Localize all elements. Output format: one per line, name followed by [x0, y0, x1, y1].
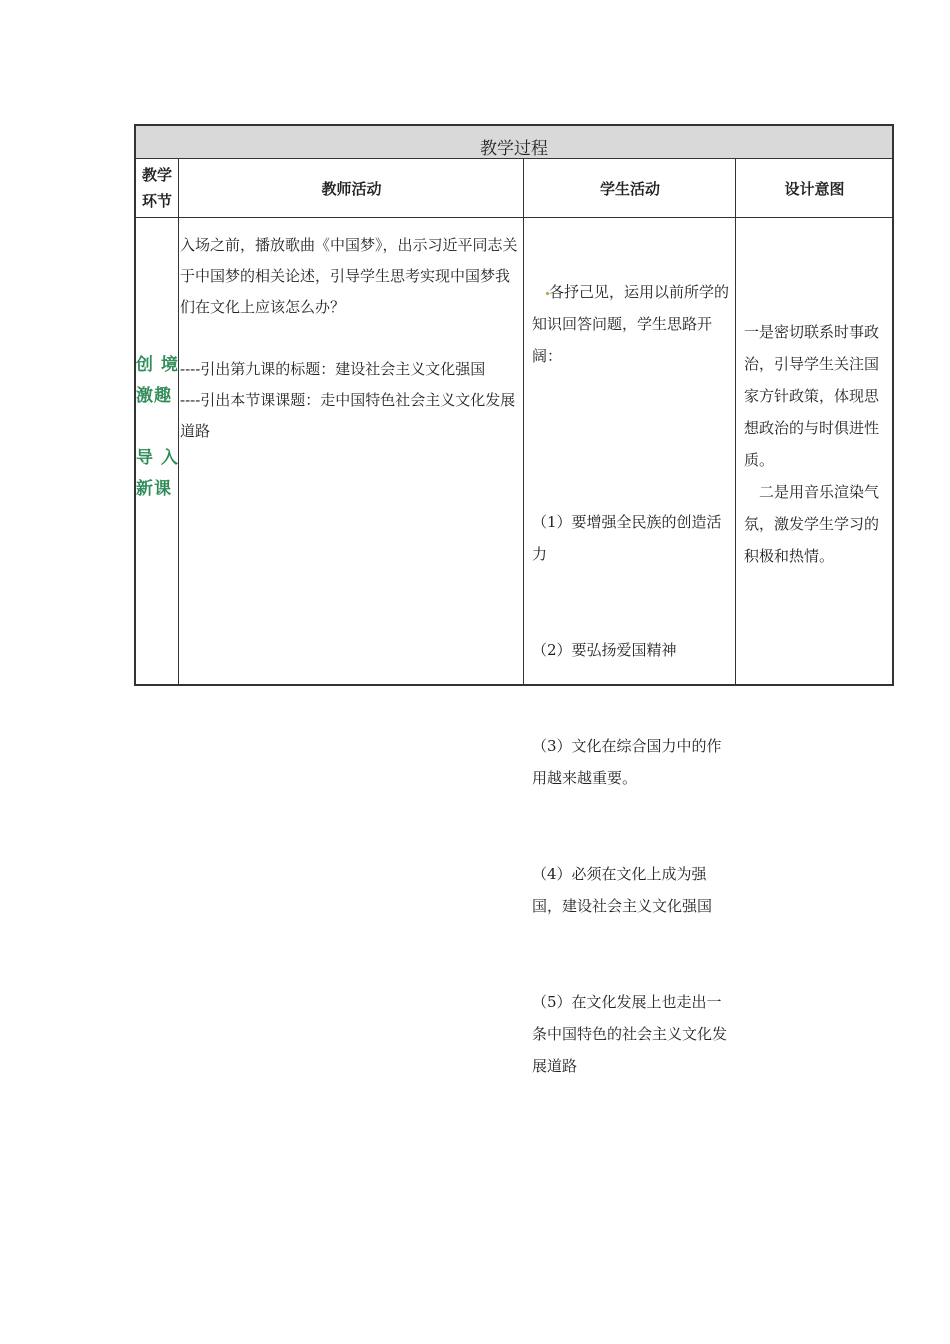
header-divider: [136, 217, 892, 218]
design-intent-text: 一是密切联系时事政治，引导学生关注国家方针政策，体现思想政治的与时俱进性质。 二是用音乐渲染气氛，激发学生学习的积极和热情。: [744, 323, 880, 565]
student-point-3: （3）文化在综合国力中的作用越来越重要。: [532, 737, 722, 787]
header-design-intent: 设计意图: [784, 179, 845, 198]
student-activity-intro: [532, 276, 736, 372]
student-point-4: （4）必须在文化上成为强国，建设社会主义文化强国: [532, 865, 713, 915]
stage-label: 创 境 激趣 导 入 新课: [136, 355, 179, 499]
column-divider: [178, 159, 179, 684]
table-title: 教学过程: [136, 126, 892, 159]
student-point-1: （1）要增强全民族的创造活力: [532, 513, 722, 563]
student-intro-text: 各抒己见，运用以前所学的知识回答问题，学生思路开阔：: [532, 283, 730, 365]
student-point-2: （2）要弘扬爱国精神: [532, 641, 677, 659]
header-student-activity: 学生活动: [599, 179, 660, 198]
header-teacher-activity: 教师活动: [321, 179, 382, 198]
teacher-activity-text: 入场之前，播放歌曲《中国梦》，出示习近平同志关于中国梦的相关论述，引导学生思考实现中国梦我们在文化上应该怎么办？ ----引出第九课的标题：建设社会主义文化强国 ----引出本节课课题：走中国特色社会主义文化发展道路: [180, 236, 518, 440]
header-stage: 教学 环节: [141, 166, 172, 210]
student-activity-cell: [532, 212, 736, 1146]
student-point-5: （5）在文化发展上也走出一条中国特色的社会主义文化发展道路: [532, 993, 728, 1075]
teaching-process-table: [134, 124, 894, 1075]
